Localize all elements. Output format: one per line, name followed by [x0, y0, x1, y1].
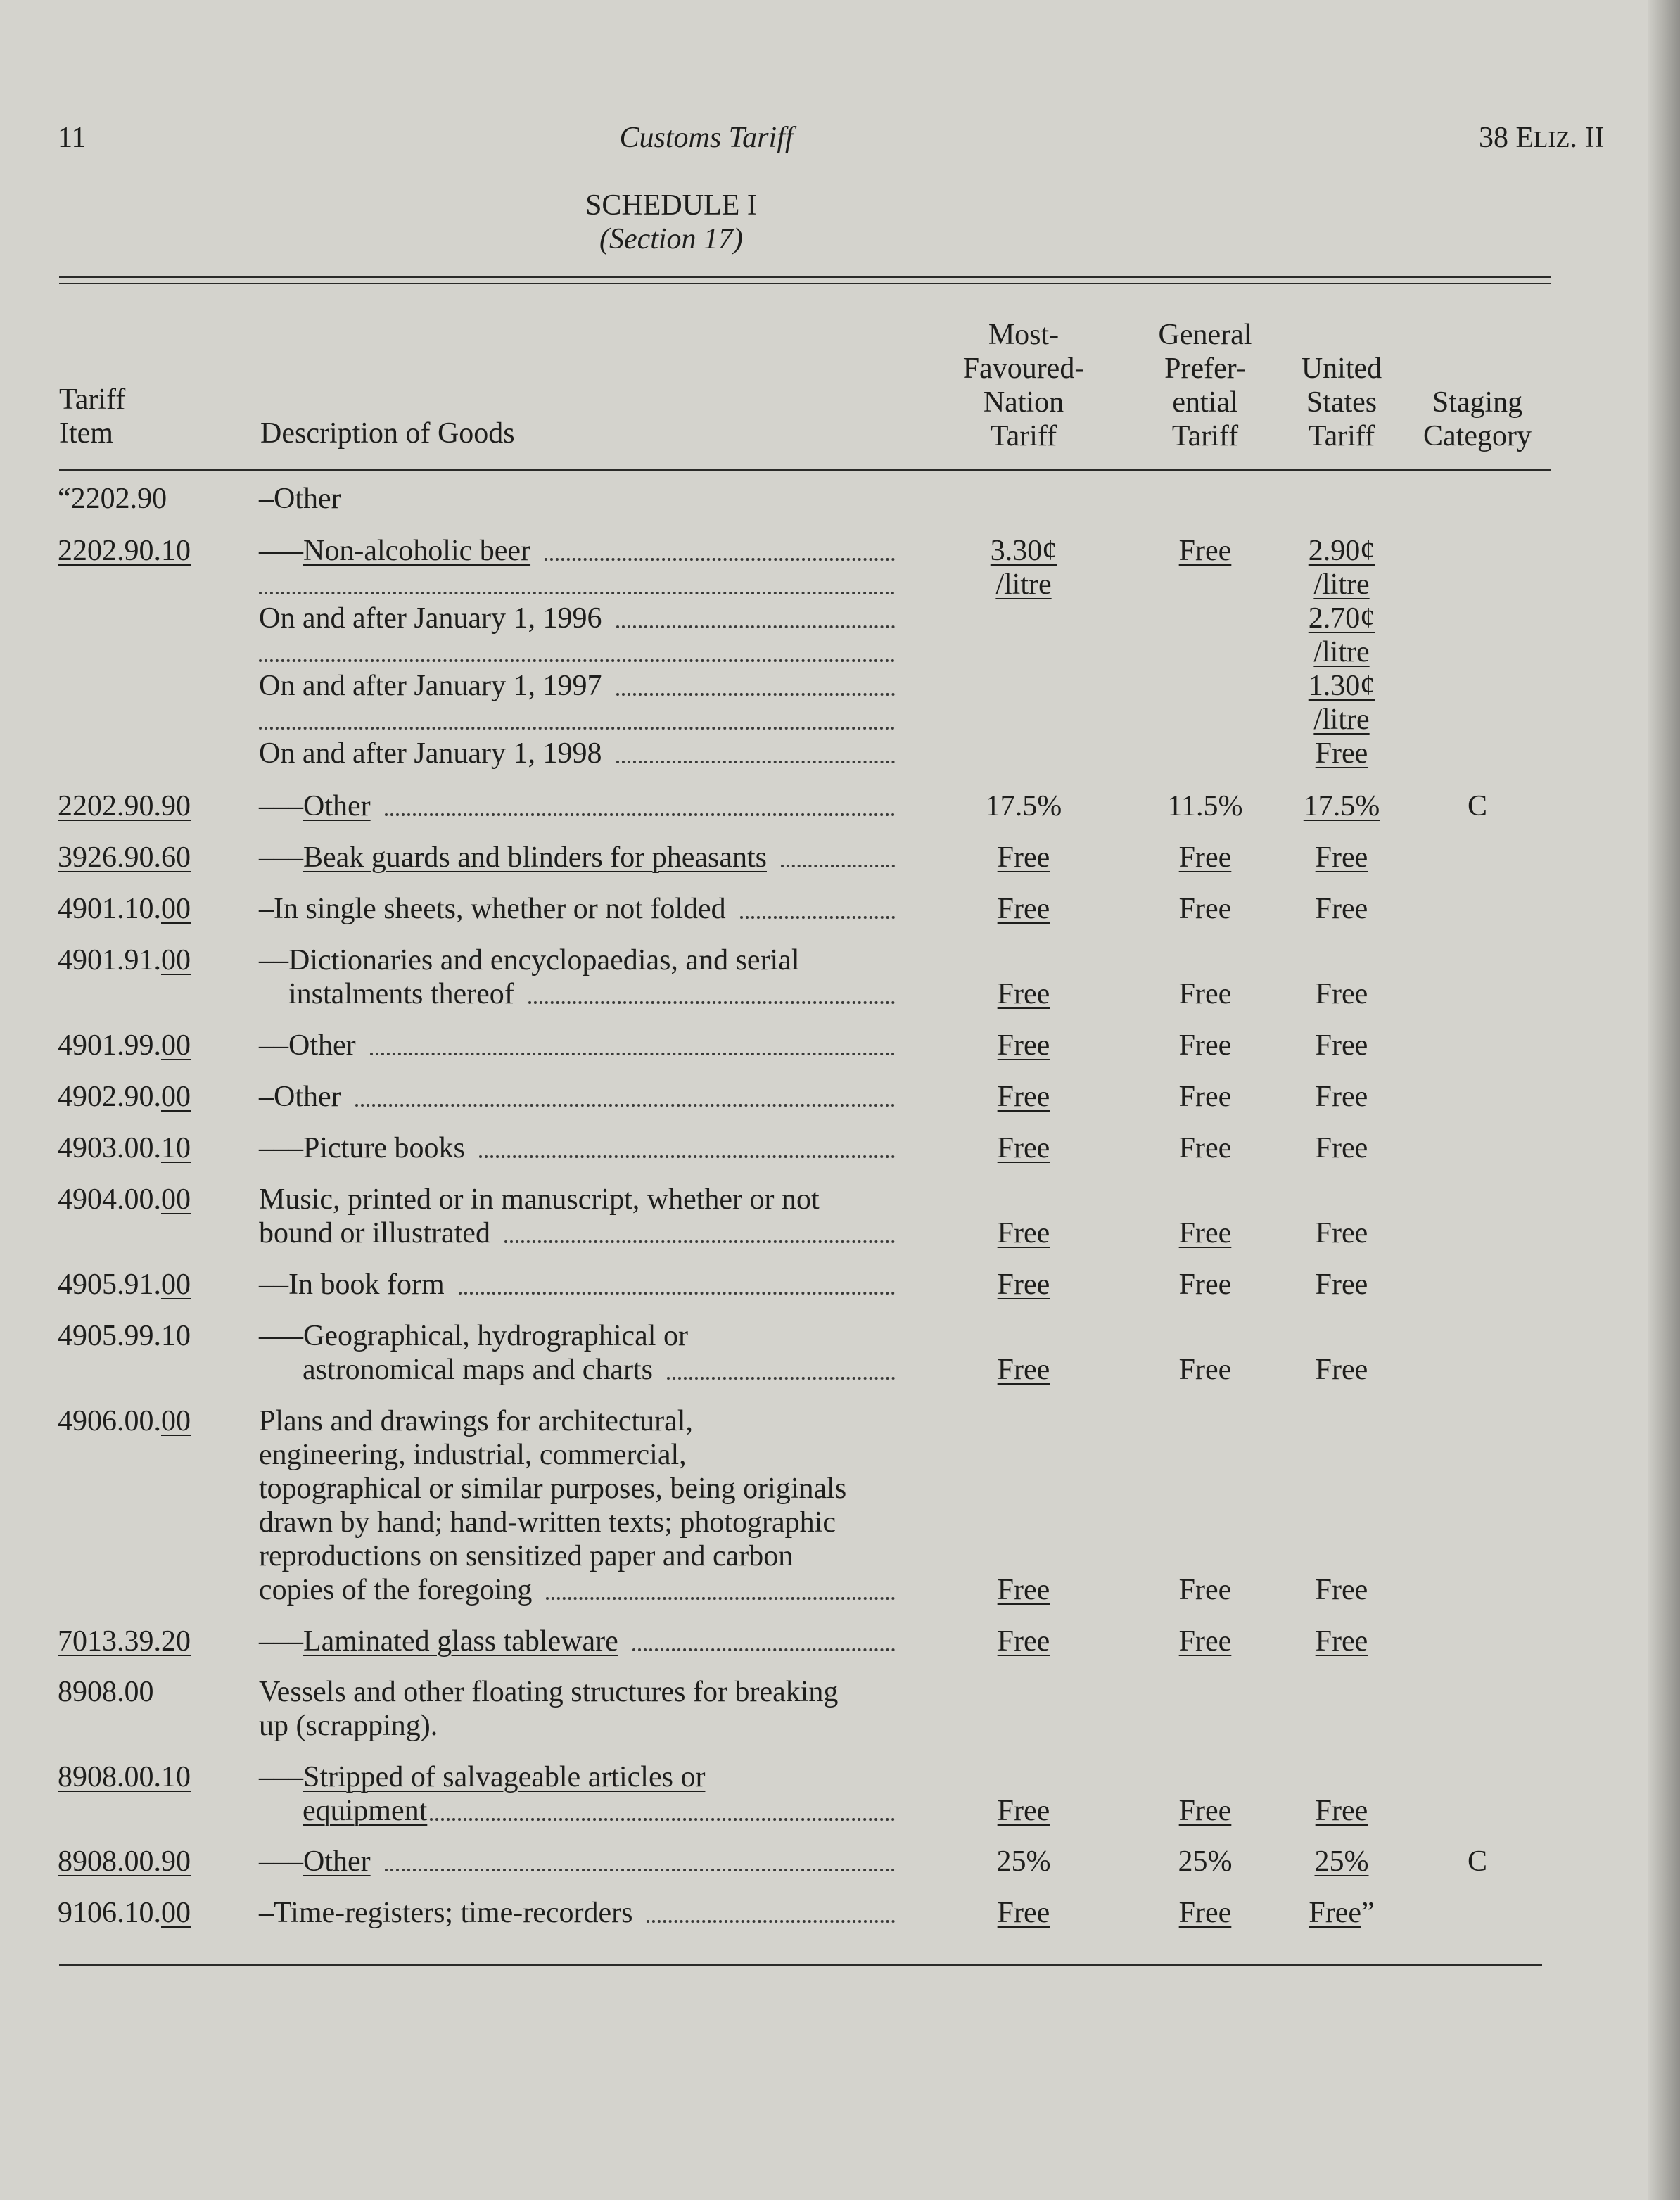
- mfn-rate: Free: [997, 1029, 1050, 1062]
- staging-category: C: [1467, 790, 1487, 822]
- ust-rate: Free: [1315, 1081, 1368, 1113]
- schedule-section: (Section 17): [599, 223, 744, 255]
- page-number: 11: [58, 122, 87, 154]
- gpt-rate: Free: [1178, 1574, 1232, 1606]
- tariff-item: 8908.00: [58, 1676, 154, 1708]
- col-header-staging: Staging Category: [1423, 386, 1532, 452]
- tariff-item: 2202.90.90: [58, 790, 191, 822]
- ust-rate: Free: [1315, 1795, 1368, 1827]
- ust-rate: Free: [1315, 1574, 1368, 1606]
- gpt-rate: Free: [1178, 978, 1232, 1010]
- gpt-rate: Free: [1178, 1354, 1232, 1386]
- description: –––Beak guards and blinders for pheasants: [259, 841, 895, 875]
- gpt-rate: Free: [1178, 1132, 1232, 1164]
- tariff-item: 8908.00.90: [58, 1845, 191, 1878]
- header-rule: [59, 469, 1551, 471]
- description: –Other: [259, 483, 341, 515]
- ust-rate: Free: [1315, 1029, 1368, 1062]
- col-header-ust: United States Tariff: [1301, 352, 1382, 452]
- mfn-rate: 17.5%: [985, 790, 1062, 822]
- ust-rate: 2.90¢ /litre 2.70¢ /litre 1.30¢ /litre Free: [1308, 535, 1375, 770]
- tariff-item: 3926.90.60: [58, 841, 191, 874]
- col-header-description: Description of Goods: [260, 417, 515, 450]
- description: Vessels and other floating structures for breaking up (scrapping).: [259, 1676, 839, 1742]
- mfn-rate: Free: [997, 1217, 1050, 1250]
- gpt-rate: Free: [1178, 1217, 1232, 1250]
- description: –In single sheets, whether or not folded: [259, 892, 895, 926]
- description: –––Stripped of salvageable articles or equipment: [259, 1760, 895, 1828]
- mfn-rate: Free: [997, 1132, 1050, 1164]
- gpt-rate: Free: [1178, 1795, 1232, 1827]
- mfn-rate: Free: [997, 1795, 1050, 1827]
- description: –––Picture books: [259, 1131, 895, 1165]
- description: –––Laminated glass tableware: [259, 1624, 895, 1658]
- gpt-rate: Free: [1178, 1081, 1232, 1113]
- tariff-item: 4905.99.10: [58, 1320, 191, 1352]
- running-title: Customs Tariff: [619, 122, 794, 154]
- description: ––Dictionaries and encyclopaedias, and serial instalments thereof: [259, 943, 895, 1011]
- gpt-rate: Free: [1178, 841, 1232, 874]
- mfn-rate: Free: [997, 1897, 1050, 1929]
- ust-rate: 25%: [1314, 1845, 1369, 1878]
- ust-rate: Free: [1315, 1217, 1368, 1250]
- ust-rate: 17.5%: [1303, 790, 1380, 822]
- regnal-year: 38 ELIZ. II: [1479, 122, 1605, 154]
- col-header-gpt: General Prefer- ential Tariff: [1158, 319, 1252, 452]
- description: –Other: [259, 1080, 895, 1114]
- page-edge-shadow: [1648, 0, 1680, 2200]
- ust-rate: Free: [1315, 1354, 1368, 1386]
- col-header-tariff-item: Tariff Item: [59, 383, 126, 450]
- gpt-rate: 11.5%: [1167, 790, 1243, 822]
- mfn-rate: Free: [997, 978, 1050, 1010]
- ust-rate: Free: [1315, 841, 1368, 874]
- tariff-item: 4904.00.00: [58, 1183, 191, 1216]
- tariff-item: 4902.90.00: [58, 1081, 191, 1113]
- description: –––Non-alcoholic beer On and after January 1, 1996 On and after January 1, 1997 On and after January 1, 1998: [259, 534, 895, 770]
- top-rule: [59, 276, 1551, 278]
- mfn-rate: Free: [997, 1081, 1050, 1113]
- bottom-rule: [59, 1964, 1542, 1966]
- tariff-item: 4901.91.00: [58, 944, 191, 977]
- tariff-item: 4901.99.00: [58, 1029, 191, 1062]
- ust-rate: Free”: [1309, 1897, 1375, 1929]
- gpt-rate: Free: [1178, 1897, 1232, 1929]
- ust-rate: Free: [1315, 1269, 1368, 1301]
- description: Music, printed or in manuscript, whether or not bound or illustrated: [259, 1183, 895, 1250]
- description: –Time-registers; time-recorders: [259, 1896, 895, 1930]
- tariff-item: 9106.10.00: [58, 1897, 191, 1929]
- gpt-rate: Free: [1178, 1625, 1232, 1658]
- tariff-item: 8908.00.10: [58, 1761, 191, 1793]
- mfn-rate: Free: [997, 841, 1050, 874]
- col-header-mfn: Most- Favoured- Nation Tariff: [962, 319, 1085, 452]
- description: –––Other: [259, 789, 895, 823]
- mfn-rate: Free: [997, 1574, 1050, 1606]
- description: –––Other: [259, 1845, 895, 1878]
- tariff-item: 7013.39.20: [58, 1625, 191, 1658]
- staging-category: C: [1467, 1845, 1487, 1878]
- tariff-item: 4903.00.10: [58, 1132, 191, 1164]
- description: ––Other: [259, 1029, 895, 1062]
- gpt-rate: 25%: [1178, 1845, 1233, 1878]
- mfn-rate: Free: [997, 1625, 1050, 1658]
- tariff-item: 4901.10.00: [58, 893, 191, 925]
- tariff-item: 2202.90.10: [58, 535, 191, 567]
- mfn-rate: Free: [997, 1354, 1050, 1386]
- tariff-item: 4905.91.00: [58, 1269, 191, 1301]
- mfn-rate: 3.30¢ /litre: [990, 535, 1057, 601]
- top-rule-2: [59, 283, 1551, 284]
- mfn-rate: Free: [997, 1269, 1050, 1301]
- tariff-item: “2202.90: [58, 483, 167, 515]
- gpt-rate: Free: [1178, 535, 1232, 567]
- schedule-title: SCHEDULE I: [585, 189, 757, 222]
- tariff-item: 4906.00.00: [58, 1405, 191, 1437]
- mfn-rate: Free: [997, 893, 1050, 925]
- description: ––In book form: [259, 1268, 895, 1302]
- ust-rate: Free: [1315, 1132, 1368, 1164]
- description: Plans and drawings for architectural, engineering, industrial, commercial, topographical or similar purposes, being originals drawn by hand; hand-written texts; photographic reproductions on sensitized paper and carbon copies of the foregoing: [259, 1404, 895, 1607]
- gpt-rate: Free: [1178, 1269, 1232, 1301]
- ust-rate: Free: [1315, 1625, 1368, 1658]
- ust-rate: Free: [1315, 978, 1368, 1010]
- mfn-rate: 25%: [996, 1845, 1051, 1878]
- ust-rate: Free: [1315, 893, 1368, 925]
- gpt-rate: Free: [1178, 893, 1232, 925]
- gpt-rate: Free: [1178, 1029, 1232, 1062]
- description: –––Geographical, hydrographical or astronomical maps and charts: [259, 1319, 895, 1387]
